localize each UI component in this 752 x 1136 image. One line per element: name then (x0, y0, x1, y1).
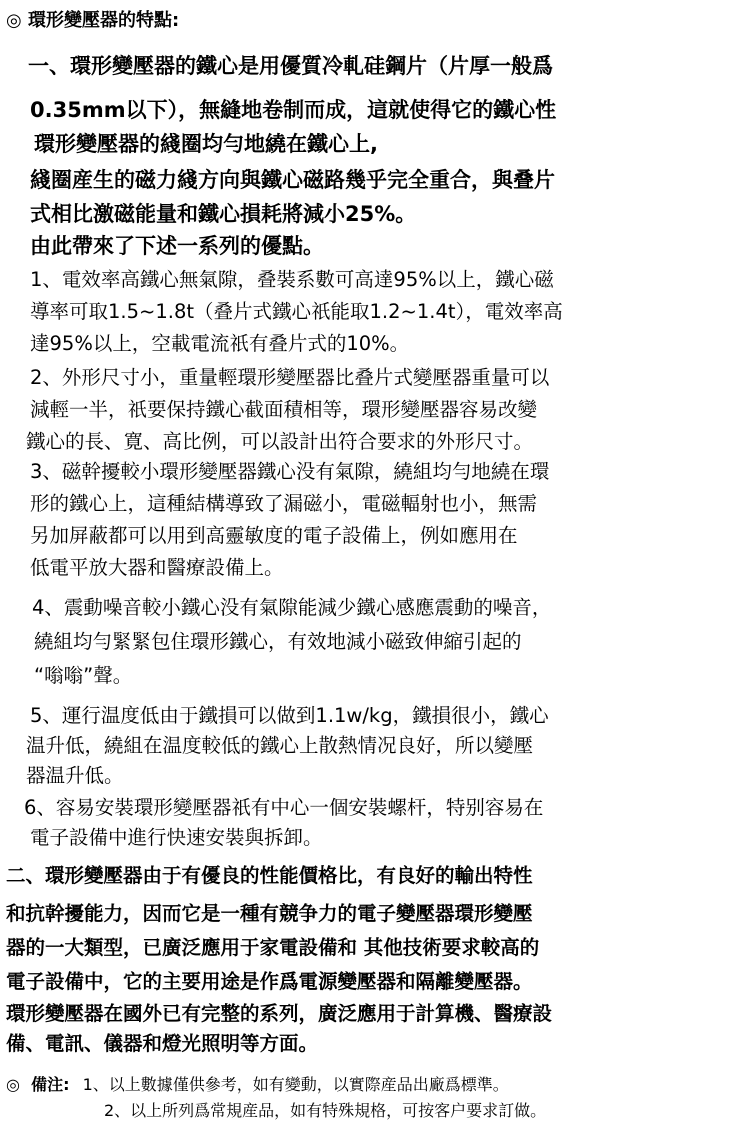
item-line: “嗡嗡”聲。 (34, 664, 133, 687)
item-line: 導率可取1.5~1.8t（叠片式鐵心祇能取1.2~1.4t），電效率高 (30, 300, 563, 323)
item-line: 低電平放大器和醫療設備上。 (30, 556, 284, 579)
item-line: 3、磁幹擾較小環形變壓器鐵心没有氣隙，繞組均勻地繞在環 (30, 460, 550, 483)
notes-label: 備注: (31, 1075, 70, 1094)
circle-marker-icon: ◎ (6, 1075, 20, 1094)
item-line: 形的鐵心上，這種結構導致了漏磁小，電磁輻射也小，無需 (30, 492, 538, 515)
item-line: 鐵心的長、寛、高比例，可以設計出符合要求的外形尺寸。 (26, 430, 534, 453)
item-line: 另加屏蔽都可以用到高靈敏度的電子設備上，例如應用在 (30, 524, 518, 547)
note-item: 1、以上數據僅供參考，如有變動，以實際産品出廠爲標準。 (82, 1075, 509, 1094)
item-line: 温升低，繞組在温度較低的鐵心上散熱情况良好，所以變壓 (26, 734, 534, 757)
item-line: 器温升低。 (26, 764, 124, 787)
section1-line: 式相比激磁能量和鐵心損耗將減小25%。 (30, 202, 417, 226)
item-line: 4、震動噪音較小鐵心没有氣隙能減少鐵心感應震動的噪音， (32, 596, 552, 619)
section2-line: 備、電訊、儀器和燈光照明等方面。 (6, 1032, 319, 1055)
item-line: 1、電效率高鐵心無氣隙，叠裝系數可高達95%以上，鐵心磁 (30, 268, 554, 291)
item-line: 電子設備中進行快速安裝與拆卸。 (30, 826, 323, 849)
title-text: 環形變壓器的特點: (28, 10, 180, 31)
section1-line: 由此帶來了下述一系列的優點。 (30, 234, 324, 258)
section2-line: 二、環形變壓器由于有優良的性能價格比，有良好的輸出特性 (6, 864, 533, 887)
section2-line: 器的一大類型，已廣泛應用于家電設備和 其他技術要求較高的 (6, 936, 540, 959)
section2-line: 和抗幹擾能力，因而它是一種有競争力的電子變壓器環形變壓 (6, 902, 533, 925)
item-line: 繞組均勻緊緊包住環形鐵心，有效地減小磁致伸縮引起的 (34, 630, 522, 653)
section1-line: 一、環形變壓器的鐵心是用優質冷軋硅鋼片（片厚一般爲 (28, 54, 553, 78)
item-line: 減輕一半，祇要保持鐵心截面積相等，環形變壓器容易改變 (30, 398, 538, 421)
section2-line: 電子設備中，它的主要用途是作爲電源變壓器和隔離變壓器。 (6, 970, 533, 993)
section2-line: 環形變壓器在國外已有完整的系列，廣泛應用于計算機、醫療設 (6, 1002, 553, 1025)
item-line: 5、運行温度低由于鐵損可以做到1.1w/kg，鐵損很小，鐵心 (30, 704, 549, 727)
section1-line: 綫圈産生的磁力綫方向與鐵心磁路幾乎完全重合，與叠片 (30, 168, 555, 192)
notes-line (6, 1072, 509, 1095)
item-line: 2、外形尺寸小，重量輕環形變壓器比叠片式變壓器重量可以 (30, 366, 550, 389)
section-title (6, 6, 179, 32)
item-line: 達95%以上，空載電流祇有叠片式的10%。 (30, 332, 410, 355)
section1-line: 環形變壓器的綫圈均勻地繞在鐵心上, (34, 132, 378, 156)
note-item: 2、以上所列爲常規産品，如有特殊規格，可按客户要求訂做。 (104, 1101, 547, 1120)
section1-line: 0.35mm以下），無縫地卷制而成，這就使得它的鐵心性 (30, 98, 557, 122)
circle-marker-icon: ◎ (6, 10, 22, 31)
item-line: 6、容易安裝環形變壓器祇有中心一個安裝螺杆，特别容易在 (24, 796, 544, 819)
